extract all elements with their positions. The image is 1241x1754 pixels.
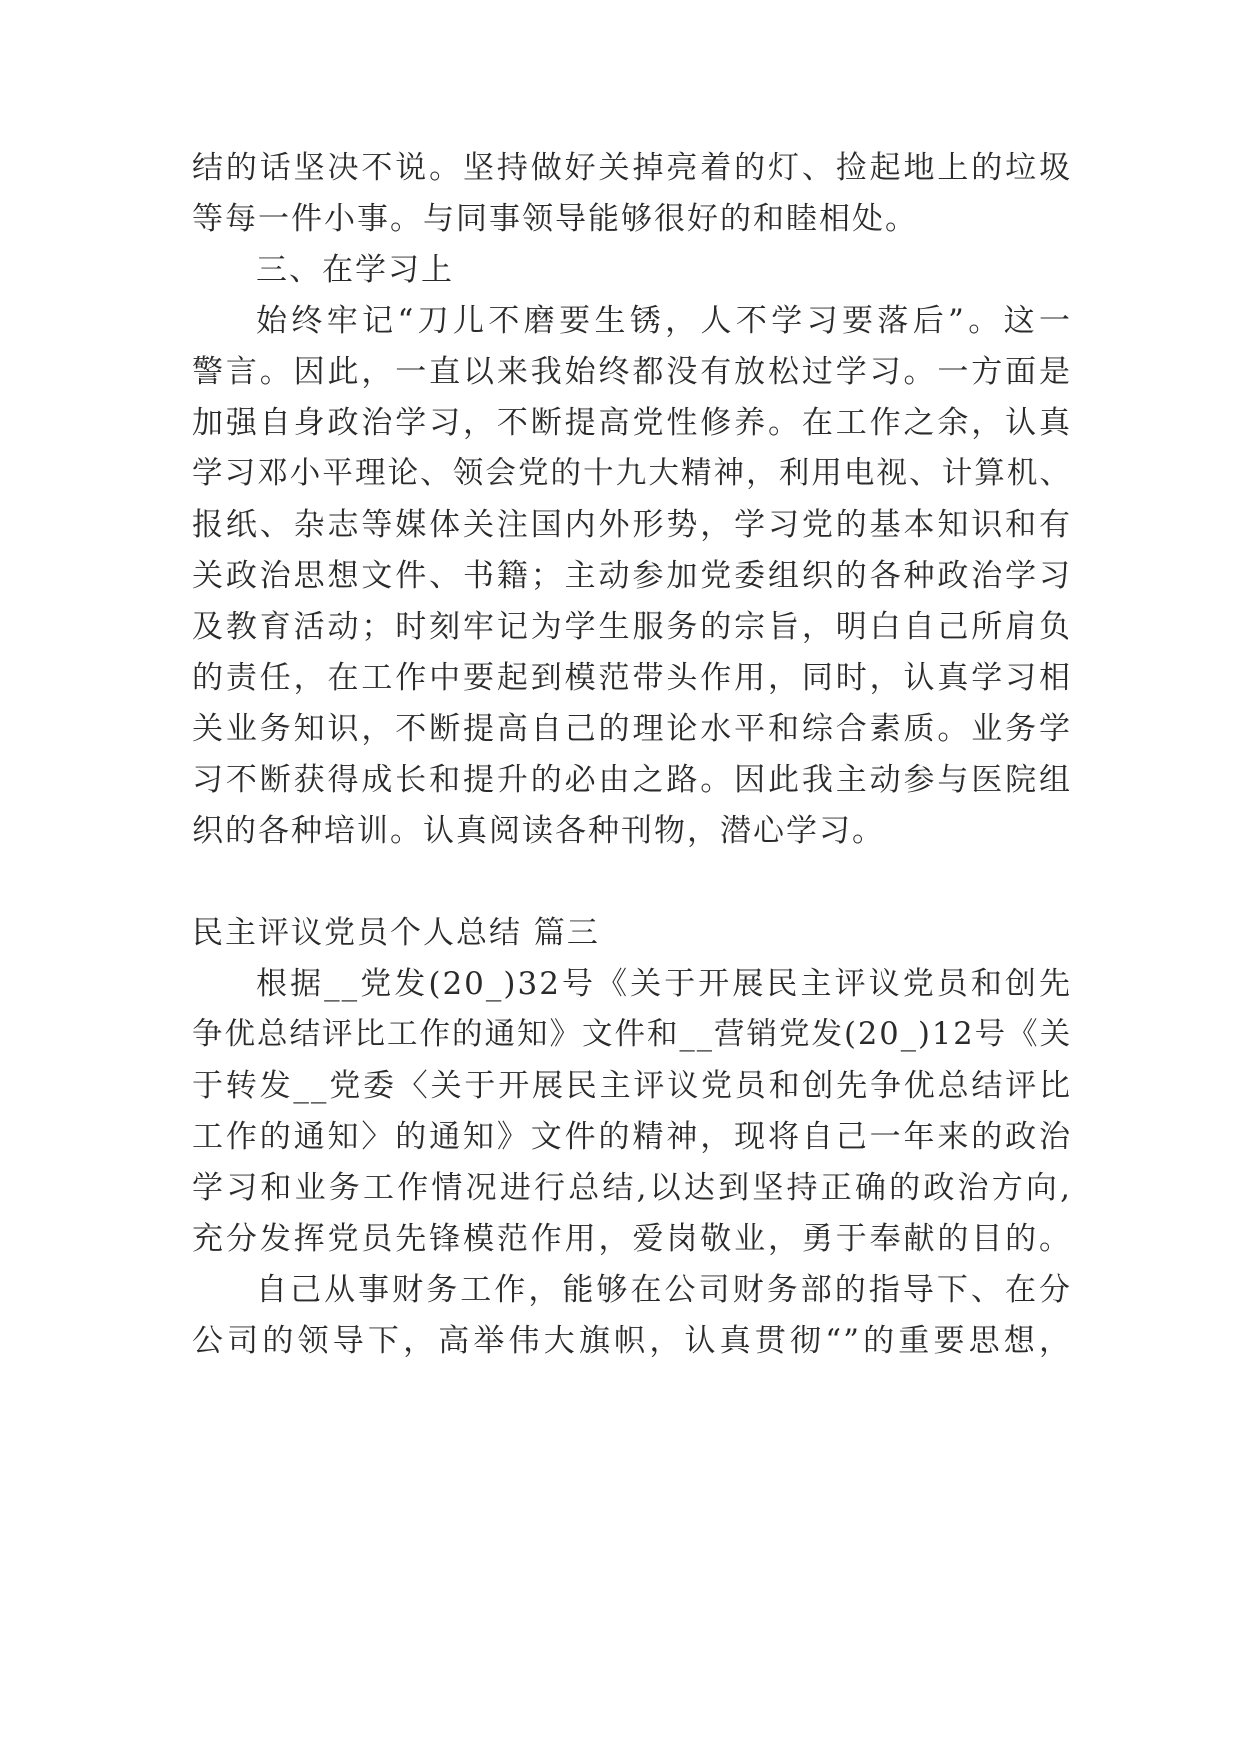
paragraph-line: 工作的通知〉的通知》文件的精神，现将自己一年来的政治 bbox=[192, 1119, 1072, 1155]
paragraph-line: 结的话坚决不说。坚持做好关掉亮着的灯、捡起地上的垃圾 bbox=[192, 150, 1072, 186]
paragraph-line: 的责任，在工作中要起到模范带头作用，同时，认真学习相 bbox=[192, 660, 1072, 696]
paragraph-line: 加强自身政治学习，不断提高党性修养。在工作之余，认真 bbox=[192, 405, 1072, 441]
paragraph-line: 学习邓小平理论、领会党的十九大精神，利用电视、计算机、 bbox=[192, 456, 1072, 491]
paragraph-line: 关政治思想文件、书籍；主动参加党委组织的各种政治学习 bbox=[192, 558, 1072, 594]
paragraph-line: 学习和业务工作情况进行总结,以达到坚持正确的政治方向, bbox=[192, 1170, 1072, 1206]
paragraph-line: 等每一件小事。与同事领导能够很好的和睦相处。 bbox=[192, 201, 918, 237]
paragraph-line: 充分发挥党员先锋模范作用，爱岗敬业，勇于奉献的目的。 bbox=[192, 1221, 1072, 1257]
paragraph-line: 关业务知识，不断提高自己的理论水平和综合素质。业务学 bbox=[192, 711, 1072, 747]
paragraph-line: 警言。因此，一直以来我始终都没有放松过学习。一方面是 bbox=[192, 354, 1072, 390]
article-title: 民主评议党员个人总结 篇三 bbox=[192, 915, 600, 951]
paragraph-line: 及教育活动；时刻牢记为学生服务的宗旨，明白自己所肩负 bbox=[192, 609, 1072, 645]
paragraph-line: 织的各种培训。认真阅读各种刊物，潜心学习。 bbox=[192, 813, 885, 849]
paragraph-line: 公司的领导下，高举伟大旗帜，认真贯彻“”的重要思想， bbox=[192, 1323, 1072, 1359]
paragraph-line: 习不断获得成长和提升的必由之路。因此我主动参与医院组 bbox=[192, 762, 1072, 798]
section-heading: 三、在学习上 bbox=[256, 252, 454, 288]
paragraph-line: 报纸、杂志等媒体关注国内外形势，学习党的基本知识和有 bbox=[192, 507, 1072, 543]
paragraph-line: 根据__党发(20_)32号《关于开展民主评议党员和创先 bbox=[256, 966, 1072, 1002]
paragraph-line: 始终牢记“刀儿不磨要生锈，人不学习要落后”。这一 bbox=[256, 303, 1072, 339]
paragraph-line: 争优总结评比工作的通知》文件和__营销党发(20_)12号《关 bbox=[192, 1017, 1073, 1052]
paragraph-line: 于转发__党委〈关于开展民主评议党员和创先争优总结评比 bbox=[192, 1068, 1072, 1104]
paragraph-line: 自己从事财务工作，能够在公司财务部的指导下、在分 bbox=[256, 1272, 1072, 1308]
